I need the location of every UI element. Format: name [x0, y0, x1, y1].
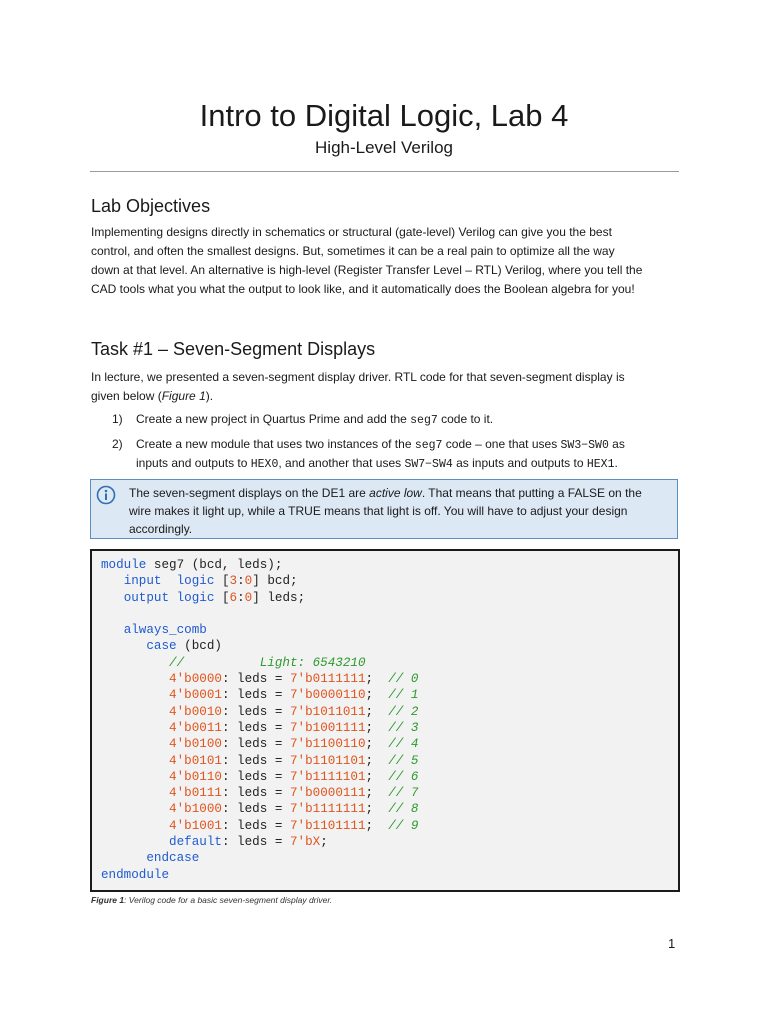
code-line	[101, 834, 418, 850]
code-number: 0	[244, 574, 253, 589]
code-comment: // 7	[388, 786, 419, 801]
code-text	[101, 770, 169, 784]
code-number: 4'b1001	[169, 818, 222, 833]
code-text	[101, 574, 124, 588]
code-number: 0	[244, 590, 253, 605]
code-text: : leds =	[221, 672, 290, 687]
code-text: ;	[365, 720, 389, 735]
code-text	[101, 656, 169, 670]
code-text	[101, 851, 146, 865]
objectives-heading: Lab Objectives	[91, 196, 211, 216]
code-number: 7'b1101101	[289, 753, 366, 768]
code-line	[101, 622, 418, 638]
task1-intro-line: In lecture, we presented a seven-segment display driver. RTL code for that seven-segment display is	[91, 370, 625, 384]
code-line	[101, 801, 418, 817]
code-line	[101, 704, 418, 720]
code-text	[101, 672, 169, 686]
info-callout-text	[129, 484, 674, 538]
caption-label: Figure 1	[91, 895, 125, 905]
list-text	[136, 454, 618, 474]
list-text	[136, 410, 493, 430]
code-number: 6	[229, 590, 238, 605]
code-line	[101, 785, 418, 801]
code-text	[101, 737, 169, 751]
inline-code: HEX0	[250, 458, 279, 471]
code-line	[101, 720, 418, 736]
code-line	[101, 557, 418, 573]
code-comment: // 5	[388, 753, 419, 768]
callout-line	[129, 484, 674, 502]
code-line	[101, 867, 418, 883]
callout-line: wire makes it light up, while a TRUE means that light is off. You will have to adjust your design	[129, 504, 628, 518]
inline-code: HEX1	[586, 458, 615, 471]
code-keyword: case	[146, 639, 177, 654]
code-text: ;	[320, 835, 328, 850]
callout-line: accordingly.	[129, 522, 193, 536]
code-text: : leds =	[221, 835, 290, 850]
code-text	[101, 688, 169, 702]
code-text: [	[214, 590, 230, 605]
code-text: ] bcd;	[252, 574, 298, 589]
code-comment: // 4	[388, 737, 419, 752]
code-number: 7'b0000111	[289, 786, 366, 801]
code-text: : leds =	[221, 688, 290, 703]
figure-reference: Figure 1	[161, 389, 206, 403]
code-number: 4'b0111	[169, 786, 222, 801]
objectives-line: control, and often the smallest designs. But, sometimes it can be a real pain to optimize all the way	[91, 244, 615, 258]
code-text: seg7 (bcd, leds);	[146, 558, 283, 572]
code-number: 4'b0001	[169, 688, 222, 703]
code-text: (bcd)	[176, 639, 222, 654]
code-number: 7'bX	[289, 835, 321, 850]
page-number: 1	[668, 936, 676, 951]
code-text: ;	[365, 753, 389, 768]
list-number: 1)	[112, 412, 123, 426]
intro-text: ).	[205, 389, 214, 403]
page-title: Intro to Digital Logic, Lab 4	[199, 98, 569, 133]
callout-text: . That means that putting a FALSE on the	[421, 486, 642, 500]
code-text: ;	[365, 818, 389, 833]
code-number: 4'b0100	[169, 737, 222, 752]
code-number: 4'b0011	[169, 720, 222, 735]
code-text: : leds =	[221, 802, 290, 817]
code-comment: // 6	[388, 769, 419, 784]
code-number: 4'b0000	[169, 672, 222, 687]
code-text	[169, 591, 177, 605]
list-number: 2)	[112, 437, 123, 451]
code-keyword: endcase	[146, 851, 200, 866]
code-number: 7'b1011011	[289, 704, 366, 719]
task1-intro-line	[91, 387, 681, 406]
callout-text: The seven-segment displays on the DE1 are	[129, 486, 370, 500]
emphasis-text: active low	[369, 486, 422, 500]
task1-intro	[91, 368, 681, 406]
code-keyword: logic	[176, 574, 215, 589]
code-line	[101, 671, 418, 687]
code-number: 4'b0101	[169, 753, 222, 768]
code-line	[101, 590, 418, 606]
code-number: 4'b0110	[169, 769, 222, 784]
code-number: 7'b1101111	[289, 818, 366, 833]
code-text: ;	[365, 786, 389, 801]
list-text-part: as	[608, 437, 625, 451]
task1-heading: Task #1 – Seven-Segment Displays	[91, 339, 376, 359]
code-text: ;	[365, 769, 389, 784]
code-line	[101, 573, 418, 589]
code-text	[101, 835, 169, 849]
code-keyword: module	[101, 558, 147, 572]
code-text: : leds =	[221, 818, 290, 833]
code-comment: // 9	[388, 818, 419, 833]
code-number: 4'b1000	[169, 802, 222, 817]
code-number: 7'b1111111	[289, 802, 366, 817]
code-comment: // 1	[388, 688, 419, 703]
code-comment: // 0	[388, 672, 419, 687]
code-comment: // 3	[388, 720, 419, 735]
code-line	[101, 638, 418, 654]
code-line	[101, 769, 418, 785]
code-text	[101, 591, 124, 605]
code-number: 7'b0111111	[289, 672, 366, 687]
code-number: 3	[229, 574, 238, 589]
code-text	[101, 754, 169, 768]
code-text	[101, 802, 169, 816]
list-text-part: inputs and outputs to	[136, 456, 251, 470]
inline-code: SW7−SW4	[404, 458, 453, 471]
info-callout	[90, 479, 678, 539]
code-text: ;	[365, 802, 389, 817]
list-text-part: code to it.	[437, 412, 494, 426]
list-text-part: as inputs and outputs to	[452, 456, 587, 470]
objectives-line: Implementing designs directly in schematics or structural (gate-level) Verilog can give you the best	[91, 225, 612, 239]
objectives-line: down at that level. An alternative is high-level (Register Transfer Level – RTL) Verilog, where you tell the	[91, 263, 643, 277]
code-listing	[90, 549, 680, 892]
code-keyword: endmodule	[101, 867, 170, 882]
code-text: ] leds;	[252, 590, 306, 605]
code-text: : leds =	[221, 720, 290, 735]
code-keyword: logic	[176, 590, 215, 605]
code-number: 7'b1111101	[289, 769, 366, 784]
code-line	[101, 736, 418, 752]
list-text-part: .	[614, 456, 618, 470]
code-text: ;	[365, 737, 389, 752]
inline-code: SW3−SW0	[560, 439, 609, 452]
list-text	[136, 435, 625, 455]
code-text: ;	[365, 688, 389, 703]
code-keyword: always_comb	[123, 623, 207, 638]
code-text: : leds =	[221, 753, 290, 768]
list-text-part: , and another that uses	[278, 456, 405, 470]
code-comment: // Light: 6543210	[169, 655, 366, 670]
list-text-part: code – one that uses	[442, 437, 561, 451]
code-keyword: default	[169, 835, 222, 850]
code-keyword: output	[123, 590, 170, 605]
code-text: :	[237, 574, 245, 589]
code-line	[101, 818, 418, 834]
code-text	[101, 623, 124, 637]
code-text: : leds =	[221, 704, 290, 719]
intro-text: given below (	[91, 389, 162, 403]
inline-code: seg7	[410, 414, 438, 427]
code-line	[101, 655, 418, 671]
list-text-part: Create a new project in Quartus Prime and add the	[136, 412, 411, 426]
code-text: :	[237, 590, 245, 605]
code-number: 4'b0010	[169, 704, 222, 719]
code-number: 7'b1100110	[289, 737, 366, 752]
code-line	[101, 606, 418, 622]
code-text	[101, 705, 169, 719]
code-text: : leds =	[221, 769, 290, 784]
title-divider	[90, 171, 679, 172]
objectives-line: CAD tools what you what the output to look like, and it automatically does the Boolean algebra for you!	[91, 282, 635, 296]
code-text	[101, 639, 146, 653]
info-icon	[96, 485, 116, 505]
code-text	[101, 786, 169, 800]
inline-code: seg7	[414, 439, 443, 452]
code-text: ;	[365, 704, 389, 719]
caption-text: : Verilog code for a basic seven-segment display driver.	[124, 895, 333, 905]
list-text-part: Create a new module that uses two instances of the	[136, 437, 415, 451]
code-text: : leds =	[221, 737, 290, 752]
code-text: ;	[365, 672, 389, 687]
code-number: 7'b0000110	[289, 688, 366, 703]
page-subtitle: High-Level Verilog	[315, 138, 453, 157]
figure-caption	[91, 894, 332, 906]
code-text	[101, 819, 169, 833]
code-body	[101, 557, 418, 883]
code-keyword: input	[123, 574, 162, 589]
code-line	[101, 850, 418, 866]
objectives-paragraph	[91, 223, 681, 299]
code-comment: // 2	[388, 704, 419, 719]
code-line	[101, 687, 418, 703]
code-text: : leds =	[221, 786, 290, 801]
code-text: [	[214, 574, 230, 589]
code-line	[101, 753, 418, 769]
code-number: 7'b1001111	[289, 720, 366, 735]
code-text	[161, 574, 176, 588]
code-comment: // 8	[388, 802, 419, 817]
code-text	[101, 721, 169, 735]
